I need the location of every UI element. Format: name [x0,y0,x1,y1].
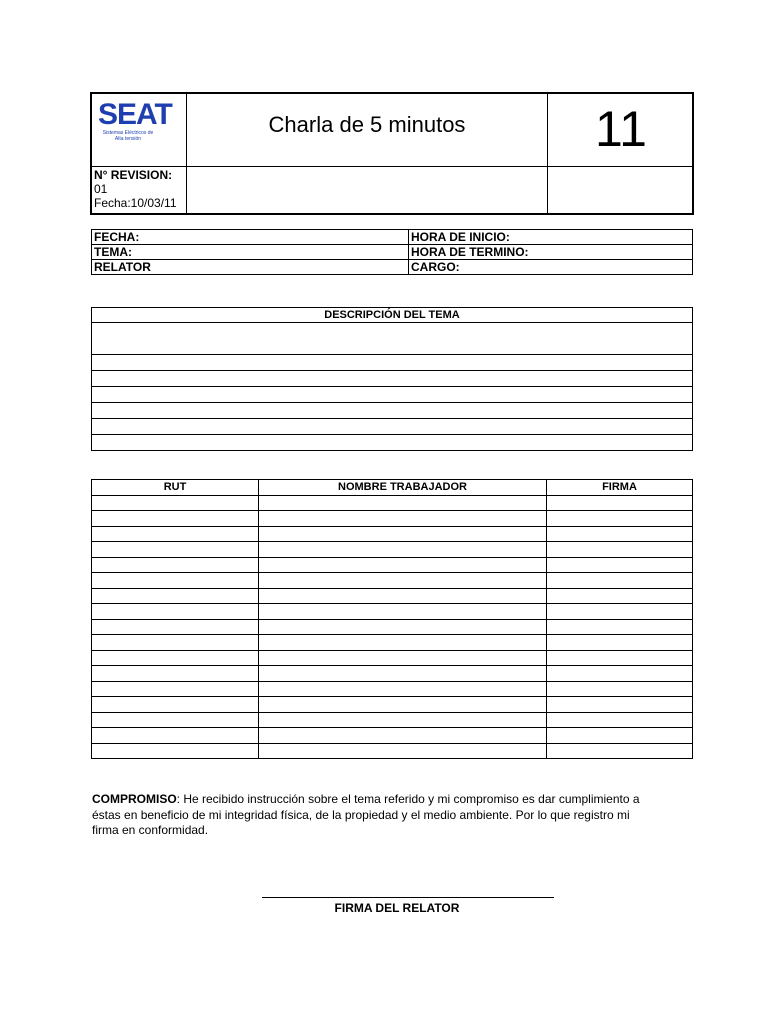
nombre-cell[interactable] [259,619,547,635]
rut-cell[interactable] [92,666,259,682]
description-line[interactable] [92,371,693,387]
logo-text: SEAT [98,98,172,131]
description-line[interactable] [92,387,693,403]
column-header-rut: RUT [92,480,259,496]
tema-field[interactable]: TEMA: [92,245,409,260]
rut-cell[interactable] [92,526,259,542]
rut-cell[interactable] [92,588,259,604]
description-line[interactable] [92,435,693,451]
table-row [92,712,693,728]
revision-block [94,168,177,210]
column-header-firma: FIRMA [547,480,693,496]
firma-cell[interactable] [547,635,693,651]
rut-cell[interactable] [92,681,259,697]
nombre-cell[interactable] [259,743,547,759]
rut-cell[interactable] [92,557,259,573]
rut-cell[interactable] [92,697,259,713]
table-row [92,697,693,713]
rut-cell[interactable] [92,542,259,558]
fecha-field[interactable]: FECHA: [92,230,409,245]
firma-cell[interactable] [547,604,693,620]
firma-cell[interactable] [547,619,693,635]
commitment-body: : He recibido instrucción sobre el tema referido y mi compromiso es dar cumplimiento a éstas en beneficio de mi integridad física, de la propiedad y el medio ambiente. Por lo que registro mi firma en conformidad. [92,792,640,837]
table-row [92,557,693,573]
header-divider [92,166,692,167]
description-line[interactable] [92,355,693,371]
revision-value: 01 [94,182,108,196]
description-line[interactable] [92,419,693,435]
nombre-cell[interactable] [259,697,547,713]
rut-cell[interactable] [92,511,259,527]
table-row [92,573,693,589]
nombre-cell[interactable] [259,604,547,620]
nombre-cell[interactable] [259,557,547,573]
rut-cell[interactable] [92,650,259,666]
nombre-cell[interactable] [259,588,547,604]
company-logo [98,98,172,156]
cargo-field[interactable]: CARGO: [409,260,693,275]
table-row [92,728,693,744]
table-row [92,666,693,682]
nombre-cell[interactable] [259,573,547,589]
worker-rows [92,495,693,759]
firma-cell[interactable] [547,573,693,589]
nombre-cell[interactable] [259,712,547,728]
nombre-cell[interactable] [259,495,547,511]
table-row [92,511,693,527]
info-table [91,229,693,275]
table-row [92,526,693,542]
table-row [92,681,693,697]
firma-cell[interactable] [547,526,693,542]
table-row [92,650,693,666]
rut-cell[interactable] [92,743,259,759]
rut-cell[interactable] [92,712,259,728]
workers-table [91,479,693,759]
firma-cell[interactable] [547,495,693,511]
rut-cell[interactable] [92,635,259,651]
nombre-cell[interactable] [259,635,547,651]
firma-cell[interactable] [547,542,693,558]
table-row [92,542,693,558]
firma-cell[interactable] [547,557,693,573]
firma-cell[interactable] [547,650,693,666]
firma-cell[interactable] [547,666,693,682]
table-row [92,619,693,635]
description-header: DESCRIPCIÓN DEL TEMA [92,308,693,323]
description-line[interactable] [92,323,693,355]
firma-cell[interactable] [547,681,693,697]
table-row [92,604,693,620]
logo-subtitle: Sistemas Eléctricos de Alta tensión [102,130,154,142]
rut-cell[interactable] [92,619,259,635]
hora-termino-field[interactable]: HORA DE TERMINO: [409,245,693,260]
nombre-cell[interactable] [259,650,547,666]
firma-cell[interactable] [547,728,693,744]
commitment-label: COMPROMISO [92,792,177,806]
firma-cell[interactable] [547,588,693,604]
commitment-text [92,792,652,839]
firma-cell[interactable] [547,697,693,713]
description-table [91,307,693,451]
nombre-cell[interactable] [259,666,547,682]
rut-cell[interactable] [92,573,259,589]
revision-label: N° REVISION: [94,168,173,182]
firma-cell[interactable] [547,712,693,728]
firma-cell[interactable] [547,743,693,759]
rut-cell[interactable] [92,495,259,511]
nombre-cell[interactable] [259,681,547,697]
nombre-cell[interactable] [259,511,547,527]
nombre-cell[interactable] [259,542,547,558]
form-number: 11 [595,101,647,157]
hora-inicio-field[interactable]: HORA DE INICIO: [409,230,693,245]
table-row [92,588,693,604]
nombre-cell[interactable] [259,526,547,542]
table-row [92,743,693,759]
relator-field[interactable]: RELATOR [92,260,409,275]
table-row [92,635,693,651]
description-line[interactable] [92,403,693,419]
revision-date: Fecha:10/03/11 [94,196,177,210]
form-header [90,92,694,215]
rut-cell[interactable] [92,728,259,744]
rut-cell[interactable] [92,604,259,620]
page-title: Charla de 5 minutos [268,112,466,137]
nombre-cell[interactable] [259,728,547,744]
firma-cell[interactable] [547,511,693,527]
signature-label: FIRMA DEL RELATOR [334,901,460,915]
column-header-nombre: NOMBRE TRABAJADOR [259,480,547,496]
table-row [92,495,693,511]
signature-line[interactable] [262,897,554,898]
